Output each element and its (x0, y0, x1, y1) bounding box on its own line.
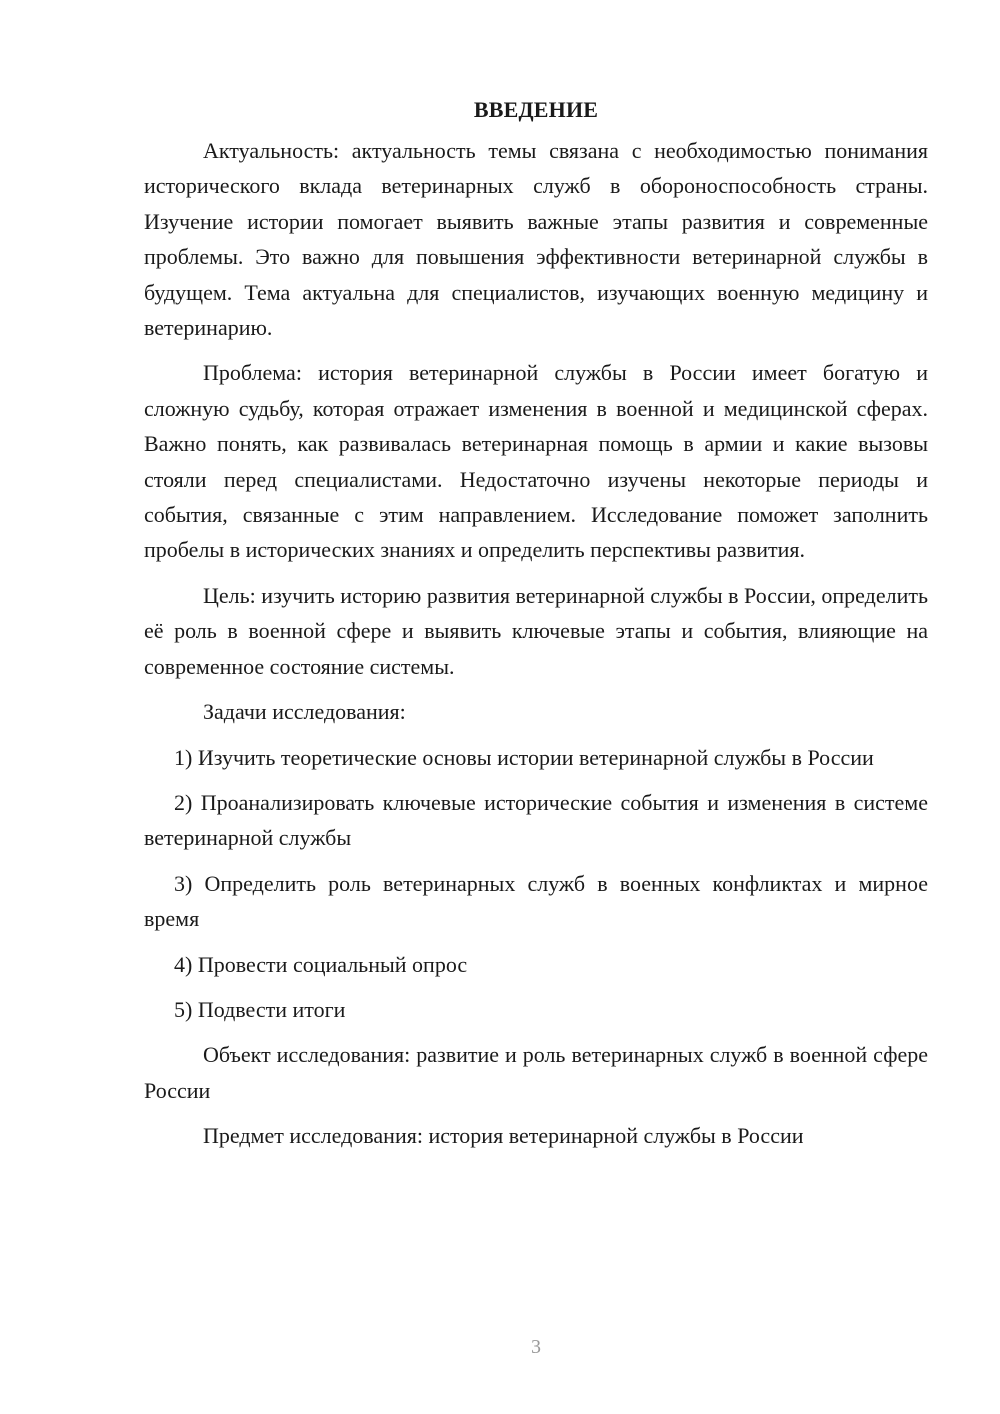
document-page (144, 92, 928, 1164)
goal-paragraph: Цель: изучить историю развития ветеринарной службы в России, определить её роль в военной сфере и выявить ключевые этапы и события, влияющие на современное состояние системы. (144, 582, 928, 679)
problem-paragraph: Проблема: история ветеринарной службы в России имеет богатую и сложную судьбу, которая отражает изменения в военной и медицинской сферах. Важно понять, как развивалась ветеринарная помощь в армии и какие вызовы стояли перед специалистами. Недостаточно изучены некоторые периоды и события, связанные с этим направлением. Исследование поможет заполнить пробелы в исторических знаниях и определить перспективы развития. (144, 360, 928, 563)
tasks-heading: Задачи исследования: (203, 699, 406, 725)
task-item: 1) Изучить теоретические основы истории ветеринарной службы в России (174, 744, 874, 770)
page-number: 3 (531, 1336, 541, 1358)
task-item: 3) Определить роль ветеринарных служб в военных конфликтах и мирное время (144, 870, 928, 932)
page-title: ВВЕДЕНИЕ (473, 97, 599, 122)
object-paragraph: Объект исследования: развитие и роль ветеринарных служб в военной сфере России (144, 1042, 928, 1103)
task-item: 2) Проанализировать ключевые исторические события и изменения в системе ветеринарной службы (144, 789, 928, 851)
relevance-paragraph: Актуальность: актуальность темы связана с необходимостью понимания исторического вклада ветеринарных служб в обороноспособность страны. Изучение истории помогает выявить важные этапы развития и современные проблемы. Это важно для повышения эффективности ветеринарной службы в будущем. Тема актуальна для специалистов, изучающих военную медицину и ветеринарию. (144, 138, 928, 341)
task-item: 4) Провести социальный опрос (174, 951, 468, 977)
task-item: 5) Подвести итоги (174, 996, 346, 1022)
subject-paragraph: Предмет исследования: история ветеринарной службы в России (203, 1123, 804, 1149)
